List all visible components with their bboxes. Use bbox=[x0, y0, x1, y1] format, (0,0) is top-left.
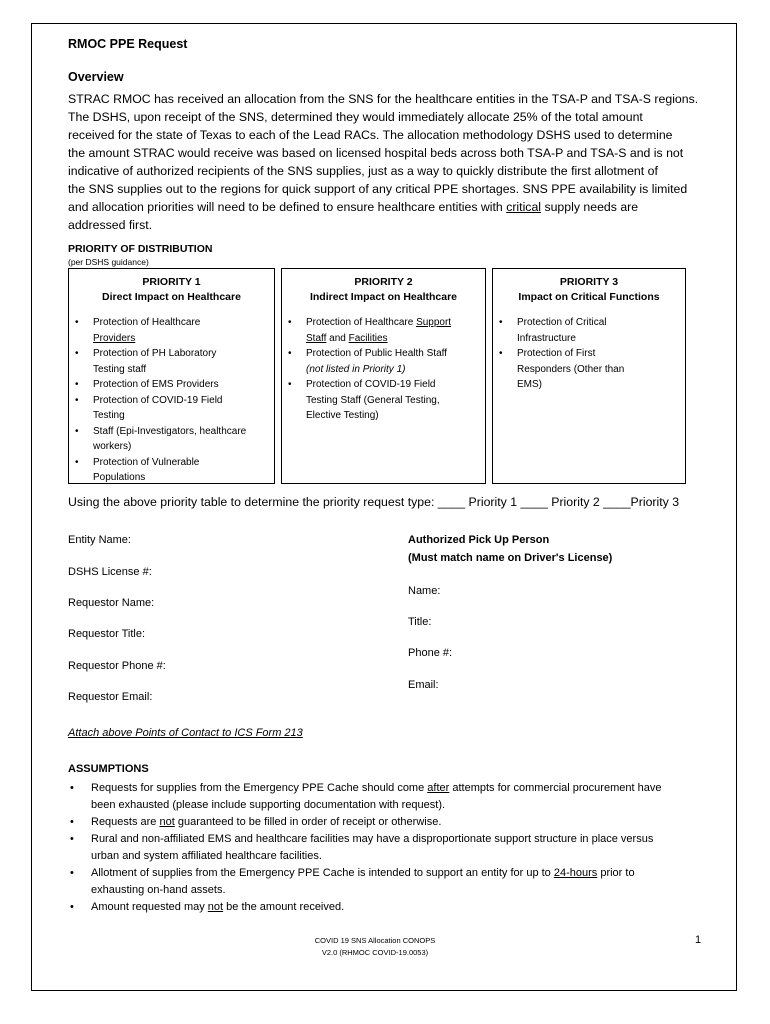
item-text: (not listed in Priority 1) bbox=[306, 363, 406, 375]
item-text: Facilities bbox=[348, 332, 388, 344]
list-item bbox=[69, 424, 274, 455]
item-text: attempts for commercial procurement have bbox=[449, 782, 662, 794]
priority-3-list bbox=[493, 315, 685, 393]
item-text: Protection of EMS Providers bbox=[93, 379, 219, 390]
overview-heading: Overview bbox=[68, 70, 124, 84]
requestor-name-label: Requestor Name: bbox=[68, 597, 155, 609]
item-text: not bbox=[159, 816, 175, 828]
item-text: and bbox=[326, 332, 349, 344]
priority-subheading: (per DSHS guidance) bbox=[68, 257, 149, 267]
requestor-phone-label: Requestor Phone #: bbox=[68, 660, 166, 672]
list-item bbox=[493, 346, 685, 393]
item-text: Allotment of supplies from the Emergency PPE Cache is intended to support an entity for up to bbox=[91, 867, 554, 879]
list-item bbox=[68, 865, 708, 899]
entity-name-label: Entity Name: bbox=[68, 534, 131, 546]
list-item bbox=[69, 455, 274, 486]
requestor-title-label: Requestor Title: bbox=[68, 628, 146, 640]
footer-line-1: COVID 19 SNS Allocation CONOPS bbox=[314, 936, 436, 945]
dshs-license-label: DSHS License #: bbox=[68, 566, 152, 578]
item-text: Testing Staff (General Testing, bbox=[306, 394, 440, 406]
item-text: Staff bbox=[306, 332, 327, 344]
list-item bbox=[69, 393, 274, 424]
pickup-name-label: Name: bbox=[408, 585, 441, 597]
item-text: Protection of COVID-19 Field bbox=[306, 379, 436, 390]
overview-line: The DSHS, upon receipt of the SNS, determined they would immediately allocate 25% of the total amount bbox=[68, 110, 643, 124]
pickup-person-heading: Authorized Pick Up Person bbox=[408, 534, 550, 546]
item-text: Amount requested may bbox=[91, 901, 208, 913]
list-item bbox=[282, 377, 485, 424]
item-text: urban and system affiliated healthcare facilities. bbox=[91, 850, 322, 862]
priority-3-subtitle: Impact on Critical Functions bbox=[518, 291, 660, 303]
item-text: 24-hours bbox=[553, 867, 598, 879]
item-text: Protection of First bbox=[517, 348, 596, 359]
assumptions-heading: ASSUMPTIONS bbox=[68, 763, 149, 775]
priority-2-box bbox=[281, 268, 486, 484]
critical-word: critical bbox=[506, 200, 542, 214]
priority-2-subtitle: Indirect Impact on Healthcare bbox=[309, 291, 458, 303]
assumptions-list bbox=[68, 780, 708, 916]
item-text: be the amount received. bbox=[223, 901, 345, 913]
priority-3-title: PRIORITY 3 bbox=[559, 276, 619, 288]
pickup-email-label: Email: bbox=[408, 679, 439, 691]
footer-line-2: V2.0 (RHMOC COVID-19.0053) bbox=[321, 948, 429, 957]
item-text: Testing staff bbox=[93, 363, 147, 375]
priority-2-title: PRIORITY 2 bbox=[354, 276, 413, 288]
item-text: not bbox=[207, 901, 224, 913]
requestor-email-label: Requestor Email: bbox=[68, 691, 153, 703]
item-text: Protection of Public Health Staff bbox=[306, 348, 448, 359]
overview-line: STRAC RMOC has received an allocation from the SNS for the healthcare entities in the TSA-P and TSA-S regions. bbox=[68, 92, 699, 106]
item-text: Elective Testing) bbox=[306, 410, 379, 421]
priority-request-line: Using the above priority table to determine the priority request type: ____ Priority 1 ____ Priority 2 ____Priority 3 bbox=[68, 495, 680, 509]
priority-1-header bbox=[69, 275, 274, 305]
priority-3-header bbox=[493, 275, 685, 305]
overview-paragraph bbox=[68, 90, 708, 234]
pickup-title-label: Title: bbox=[408, 616, 432, 628]
item-text: guaranteed to be filled in order of receipt or otherwise. bbox=[174, 816, 442, 828]
priority-1-subtitle: Direct Impact on Healthcare bbox=[102, 291, 241, 303]
overview-text: and allocation priorities will need to be defined to ensure healthcare entities with bbox=[68, 200, 507, 214]
priority-1-list bbox=[69, 315, 274, 486]
item-text: Infrastructure bbox=[517, 332, 576, 344]
priority-3-box bbox=[492, 268, 686, 484]
list-item bbox=[282, 315, 485, 346]
list-item bbox=[68, 814, 708, 831]
list-item bbox=[69, 377, 274, 393]
item-text: Protection of PH Laboratory bbox=[93, 348, 217, 359]
pickup-phone-label: Phone #: bbox=[408, 647, 453, 659]
attach-instruction: Attach above Points of Contact to ICS Form 213 bbox=[68, 727, 303, 739]
document-title: RMOC PPE Request bbox=[68, 37, 188, 51]
overview-line: the SNS supplies out to the regions for quick support of any critical PPE shortages. SNS PPE availability is limited bbox=[68, 182, 688, 196]
priority-2-header bbox=[282, 275, 485, 305]
item-text: Protection of Healthcare bbox=[93, 317, 201, 328]
item-text: after bbox=[427, 782, 450, 794]
overview-text: supply needs are bbox=[541, 200, 639, 214]
priority-heading: PRIORITY OF DISTRIBUTION bbox=[68, 243, 213, 255]
pickup-person-subheading: (Must match name on Driver's License) bbox=[408, 552, 613, 564]
list-item bbox=[68, 899, 708, 916]
item-text: Testing bbox=[93, 410, 125, 421]
list-item bbox=[68, 831, 708, 865]
item-text: workers) bbox=[93, 441, 132, 452]
item-text: Populations bbox=[93, 472, 146, 483]
item-text: Protection of Critical bbox=[517, 317, 607, 328]
overview-line-critical bbox=[68, 198, 708, 216]
overview-line: addressed first. bbox=[68, 218, 153, 232]
item-text: Rural and non-affiliated EMS and healthcare facilities may have a disproportionate support structure in place versus bbox=[91, 833, 654, 845]
priority-2-list bbox=[282, 315, 485, 424]
overview-line: indicative of authorized recipients of the SNS supplies, just as a way to quickly distribute the first allotment of bbox=[68, 164, 658, 178]
item-text: EMS) bbox=[517, 379, 542, 390]
priority-1-box bbox=[68, 268, 275, 484]
item-text: Requests for supplies from the Emergency PPE Cache should come bbox=[91, 782, 428, 794]
item-text: exhausting on-hand assets. bbox=[91, 884, 226, 896]
footer bbox=[250, 935, 500, 959]
item-text: Requests are bbox=[91, 816, 160, 828]
item-text: Protection of COVID-19 Field bbox=[93, 394, 223, 406]
list-item bbox=[69, 315, 274, 346]
item-text: Staff (Epi-Investigators, healthcare bbox=[93, 425, 247, 437]
overview-line: received for the state of Texas to each of the Lead RACs. The allocation methodology DSHS used to determine bbox=[68, 128, 673, 142]
item-text: Protection of Healthcare bbox=[306, 317, 417, 328]
item-text: Responders (Other than bbox=[517, 363, 625, 375]
page-number: 1 bbox=[695, 934, 702, 946]
item-text: been exhausted (please include supporting documentation with request). bbox=[91, 799, 446, 811]
overview-line: the amount STRAC would receive was based on licensed hospital beds across both TSA-P and TSA-S and is not bbox=[68, 146, 684, 160]
priority-1-title: PRIORITY 1 bbox=[142, 276, 201, 288]
item-text: Providers bbox=[93, 332, 136, 344]
list-item bbox=[493, 315, 685, 346]
list-item bbox=[69, 346, 274, 377]
list-item bbox=[282, 346, 485, 377]
item-text: Support bbox=[416, 317, 452, 328]
item-text: Protection of Vulnerable bbox=[93, 456, 200, 468]
list-item bbox=[68, 780, 708, 814]
item-text: prior to bbox=[597, 867, 635, 879]
